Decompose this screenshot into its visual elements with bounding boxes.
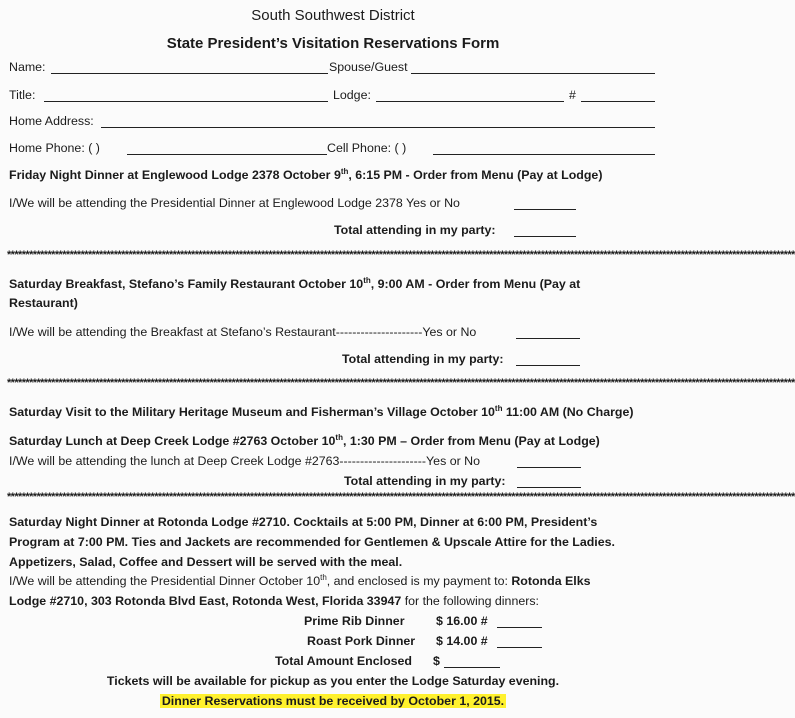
home-address-field[interactable] — [101, 127, 655, 128]
dinner-text-line2: Program at 7:00 PM. Ties and Jackets are recommended for Gentlemen & Upscale Attire for the Ladies. — [9, 535, 615, 549]
roast-pork-label: Roast Pork Dinner — [307, 634, 416, 648]
form-title: State President’s Visitation Reservations Form — [166, 35, 500, 52]
breakfast-total-field[interactable] — [516, 365, 580, 366]
friday-heading: Friday Night Dinner at Englewood Lodge 2378 October 9th, 6:15 PM - Order from Menu (Pay at Lodge) — [9, 166, 603, 182]
name-label: Name: — [9, 60, 46, 74]
friday-total-field[interactable] — [514, 236, 576, 237]
separator: ********************************************************************************************************************************************************************************************************************** — [7, 249, 795, 261]
lodge-number-label: # — [569, 88, 576, 102]
breakfast-total-label: Total attending in my party: — [342, 352, 504, 366]
total-enclosed-label: Total Amount Enclosed — [275, 654, 412, 668]
breakfast-yes-no-field[interactable] — [516, 338, 580, 339]
dinner-text-line1: Saturday Night Dinner at Rotonda Lodge #2710. Cocktails at 5:00 PM, Dinner at 6:00 PM, President’s — [9, 515, 598, 529]
lunch-heading: Saturday Lunch at Deep Creek Lodge #2763 October 10th, 1:30 PM – Order from Menu (Pay at Lodge) — [9, 432, 600, 448]
prime-rib-qty-field[interactable] — [497, 627, 542, 628]
lunch-total-label: Total attending in my party: — [344, 474, 506, 488]
spouse-label: Spouse/Guest — [329, 60, 408, 74]
tickets-note: Tickets will be available for pickup as you enter the Lodge Saturday evening. — [106, 674, 560, 688]
prime-rib-label: Prime Rib Dinner — [304, 614, 405, 628]
separator: ********************************************************************************************************************************************************************************************************************** — [7, 491, 795, 503]
breakfast-heading-cont: Restaurant) — [9, 296, 78, 310]
friday-total-label: Total attending in my party: — [334, 223, 496, 237]
lunch-yes-no-field[interactable] — [517, 467, 581, 468]
dinner-text-line4: I/We will be attending the Presidential Dinner October 10th, and enclosed is my payment to: Rotonda Elks — [9, 572, 591, 588]
dinner-text-line3: Appetizers, Salad, Coffee and Dessert will be served with the meal. — [9, 555, 403, 569]
total-enclosed-field[interactable] — [444, 667, 500, 668]
roast-pork-price: $ 14.00 # — [436, 634, 488, 648]
lodge-number-field[interactable] — [581, 101, 655, 102]
museum-heading: Saturday Visit to the Military Heritage Museum and Fisherman’s Village October 10th 11:00 AM (No Charge) — [9, 403, 634, 419]
breakfast-heading: Saturday Breakfast, Stefano’s Family Restaurant October 10th, 9:00 AM - Order from Menu (Pay at — [9, 275, 581, 291]
title-label: Title: — [9, 88, 36, 102]
title-field[interactable] — [44, 101, 328, 102]
cell-phone-field[interactable] — [433, 154, 655, 155]
separator: ********************************************************************************************************************************************************************************************************************** — [7, 377, 795, 389]
lodge-label: Lodge: — [333, 88, 371, 102]
lodge-field[interactable] — [376, 101, 564, 102]
dinner-text-line5: Lodge #2710, 303 Rotonda Blvd East, Rotonda West, Florida 33947 for the following dinners: — [9, 594, 539, 608]
deadline-highlight: Dinner Reservations must be received by October 1, 2015. — [161, 694, 505, 708]
home-address-label: Home Address: — [9, 114, 94, 128]
home-phone-label: Home Phone: ( ) — [9, 141, 100, 155]
deadline-note — [0, 694, 666, 708]
cell-phone-label: Cell Phone: ( ) — [327, 141, 407, 155]
district-title: South Southwest District — [251, 7, 415, 24]
prime-rib-price: $ 16.00 # — [436, 614, 488, 628]
home-phone-field[interactable] — [127, 154, 327, 155]
lunch-attend-text: I/We will be attending the lunch at Deep Creek Lodge #2763---------------------Yes or No — [9, 454, 481, 468]
breakfast-attend-text: I/We will be attending the Breakfast at Stefano’s Restaurant---------------------Yes or No — [9, 325, 477, 339]
total-enclosed-sign: $ — [433, 654, 440, 668]
friday-yes-no-field[interactable] — [514, 209, 576, 210]
spouse-field[interactable] — [411, 73, 655, 74]
name-field[interactable] — [51, 73, 328, 74]
lunch-total-field[interactable] — [517, 487, 581, 488]
roast-pork-qty-field[interactable] — [497, 647, 542, 648]
friday-attend-text: I/We will be attending the Presidential Dinner at Englewood Lodge 2378 Yes or No — [9, 196, 460, 210]
